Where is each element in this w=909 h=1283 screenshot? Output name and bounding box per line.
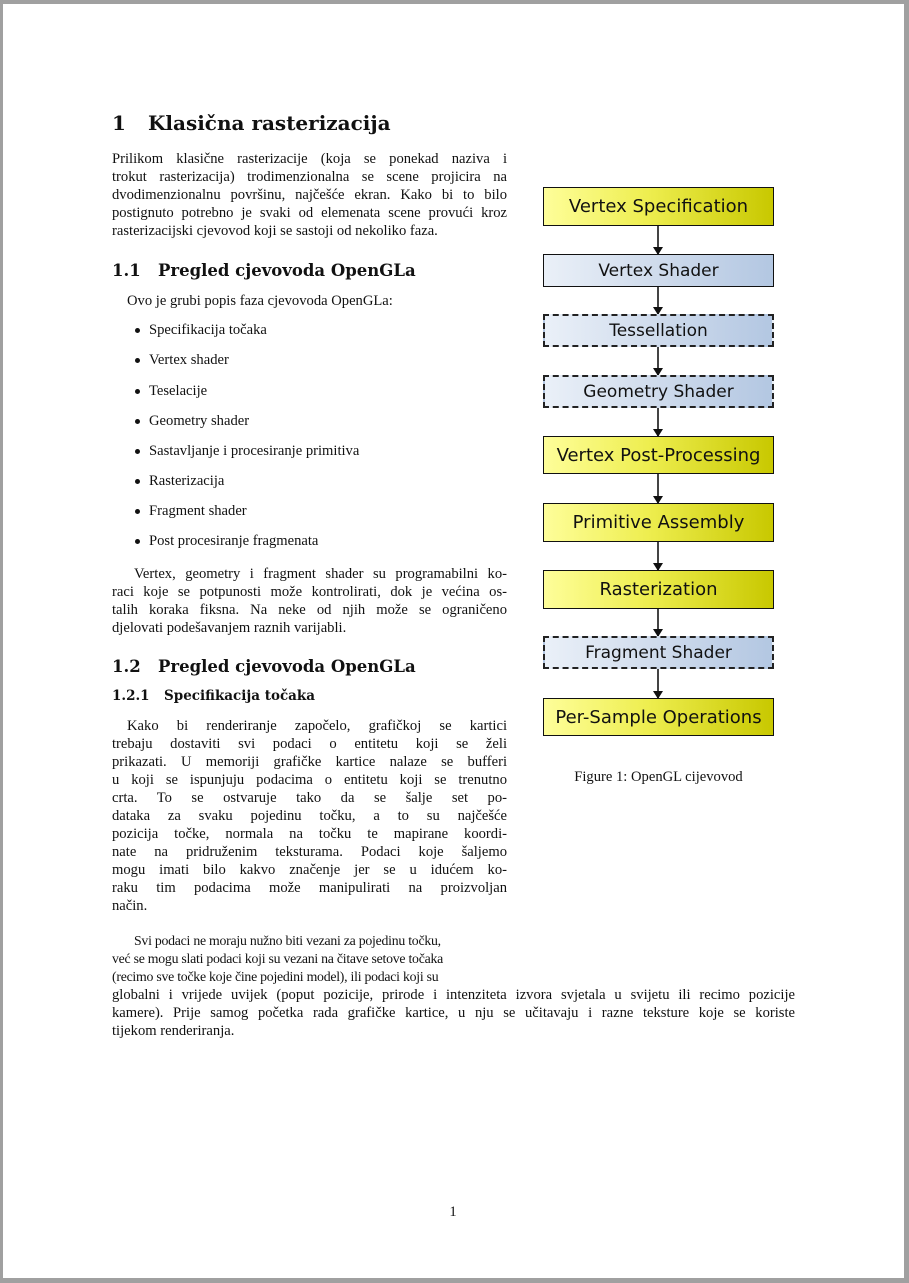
text-line: dataka za svaku pojedinu točku, a to su najčešće: [112, 808, 507, 824]
list-item: Specifikacija točaka: [149, 322, 267, 339]
text-line: dvodimenzionalnu površinu, najčešće ekran. Kako bi to bilo: [112, 187, 507, 203]
text-line: Kako bi renderiranje započelo, grafičkoj se kartici: [127, 718, 507, 734]
stage-fragment-shader: Fragment Shader: [543, 636, 774, 669]
bullet-icon: [135, 419, 140, 424]
subsection-heading: [112, 261, 416, 280]
list-item: Teselacije: [149, 383, 207, 400]
text-line: talih koraka fiksna. Na neke od njih može se ograničeno: [112, 602, 507, 618]
text-line: trokut rasterizacija) trodimenzionalna se scene projicira na: [112, 169, 507, 185]
text-line: prikazati. U memoriji grafičke kartice nalaze se bufferi: [112, 754, 507, 770]
text-line: rasterizacijski cjevovod koji se sastoji od nekoliko faza.: [112, 223, 438, 239]
subsection-heading: [112, 657, 416, 676]
subsection-title: Pregled cjevovoda OpenGLa: [158, 261, 416, 280]
list-item: Rasterizacija: [149, 473, 224, 490]
stage-tessellation: Tessellation: [543, 314, 774, 347]
text-line: nate na pridruženim teksturama. Podaci koje šaljemo: [112, 844, 507, 860]
text-line: tijekom renderiranja.: [112, 1023, 235, 1039]
text-line: način.: [112, 898, 148, 914]
list-item: Post procesiranje fragmenata: [149, 533, 318, 550]
section-heading: [112, 111, 391, 135]
bullet-icon: [135, 479, 140, 484]
bullet-icon: [135, 539, 140, 544]
text-line: globalni i vrijede uvijek (poput pozicije, prirode i intenziteta izvora svjetala u svijetu ili recimo pozicije: [112, 987, 795, 1003]
subsection-number: 1.1: [112, 261, 141, 280]
list-item: Vertex shader: [149, 352, 229, 369]
section-title: Klasična rasterizacija: [148, 111, 391, 135]
subsubsection-heading: [112, 688, 315, 704]
stage-geometry-shader: Geometry Shader: [543, 375, 774, 408]
arrow-down-icon: [657, 347, 659, 375]
text-line: Prilikom klasične rasterizacije (koja se ponekad naziva i: [112, 151, 507, 167]
arrow-down-icon: [657, 474, 659, 503]
text-line: crta. To se ostvaruje tako da se šalje set po-: [112, 790, 507, 806]
document-page: [3, 4, 904, 1278]
list-item: Fragment shader: [149, 503, 247, 520]
subsubsection-title: Specifikacija točaka: [164, 688, 316, 704]
arrow-down-icon: [657, 226, 659, 254]
text-line: raku tim podacima može manipulirati na proizvoljan: [112, 880, 507, 896]
bullet-icon: [135, 358, 140, 363]
list-item: Geometry shader: [149, 413, 249, 430]
text-line: mogu imati bilo kakvo značenje jer se u idućem ko-: [112, 862, 507, 878]
text-line: (recimo sve točke koje čine pojedini model), ili podaci koji su: [112, 969, 439, 984]
list-lead-text: Ovo je grubi popis faza cjevovoda OpenGLa:: [127, 293, 393, 309]
arrow-down-icon: [657, 542, 659, 570]
subsection-number: 1.2: [112, 657, 141, 676]
bullet-icon: [135, 328, 140, 333]
text-line: postignuto potrebno je svaki od elemenata scene provući kroz: [112, 205, 507, 221]
text-line: Svi podaci ne moraju nužno biti vezani za pojedinu točku,: [134, 933, 441, 948]
bullet-icon: [135, 449, 140, 454]
bullet-icon: [135, 389, 140, 394]
text-line: već se mogu slati podaci koji su vezani na čitave setove točaka: [112, 951, 443, 966]
section-number: 1: [112, 111, 126, 135]
subsubsection-number: 1.2.1: [112, 688, 150, 704]
arrow-down-icon: [657, 408, 659, 436]
subsection-title: Pregled cjevovoda OpenGLa: [158, 657, 416, 676]
stage-rasterization: Rasterization: [543, 570, 774, 609]
text-line: trebaju dostaviti svi podaci o entitetu koji se želi: [112, 736, 507, 752]
text-line: u koji se ispunjuju podacima o entitetu koji se trenutno: [112, 772, 507, 788]
arrow-down-icon: [657, 669, 659, 698]
text-line: pozicija točke, normala na točku te mapirane koordi-: [112, 826, 507, 842]
text-line: djelovati podešavanjem raznih varijabli.: [112, 620, 347, 636]
list-item: Sastavljanje i procesiranje primitiva: [149, 443, 359, 460]
arrow-down-icon: [657, 609, 659, 636]
text-line: raci koje se potpunosti može kontrolirati, dok je većina os-: [112, 584, 507, 600]
text-line: Vertex, geometry i fragment shader su programabilni ko-: [134, 566, 507, 582]
stage-per-sample-operations: Per-Sample Operations: [543, 698, 774, 736]
bullet-icon: [135, 509, 140, 514]
stage-vertex-post-processing: Vertex Post-Processing: [543, 436, 774, 474]
stage-primitive-assembly: Primitive Assembly: [543, 503, 774, 542]
stage-vertex-specification: Vertex Specification: [543, 187, 774, 226]
arrow-down-icon: [657, 287, 659, 314]
stage-vertex-shader: Vertex Shader: [543, 254, 774, 287]
figure-caption: Figure 1: OpenGL cijevovod: [574, 769, 743, 785]
text-line: kamere). Prije samog početka rada grafičke kartice, u nju se učitavaju i razne teksture koje se koriste: [112, 1005, 795, 1021]
page-number: 1: [449, 1204, 457, 1220]
